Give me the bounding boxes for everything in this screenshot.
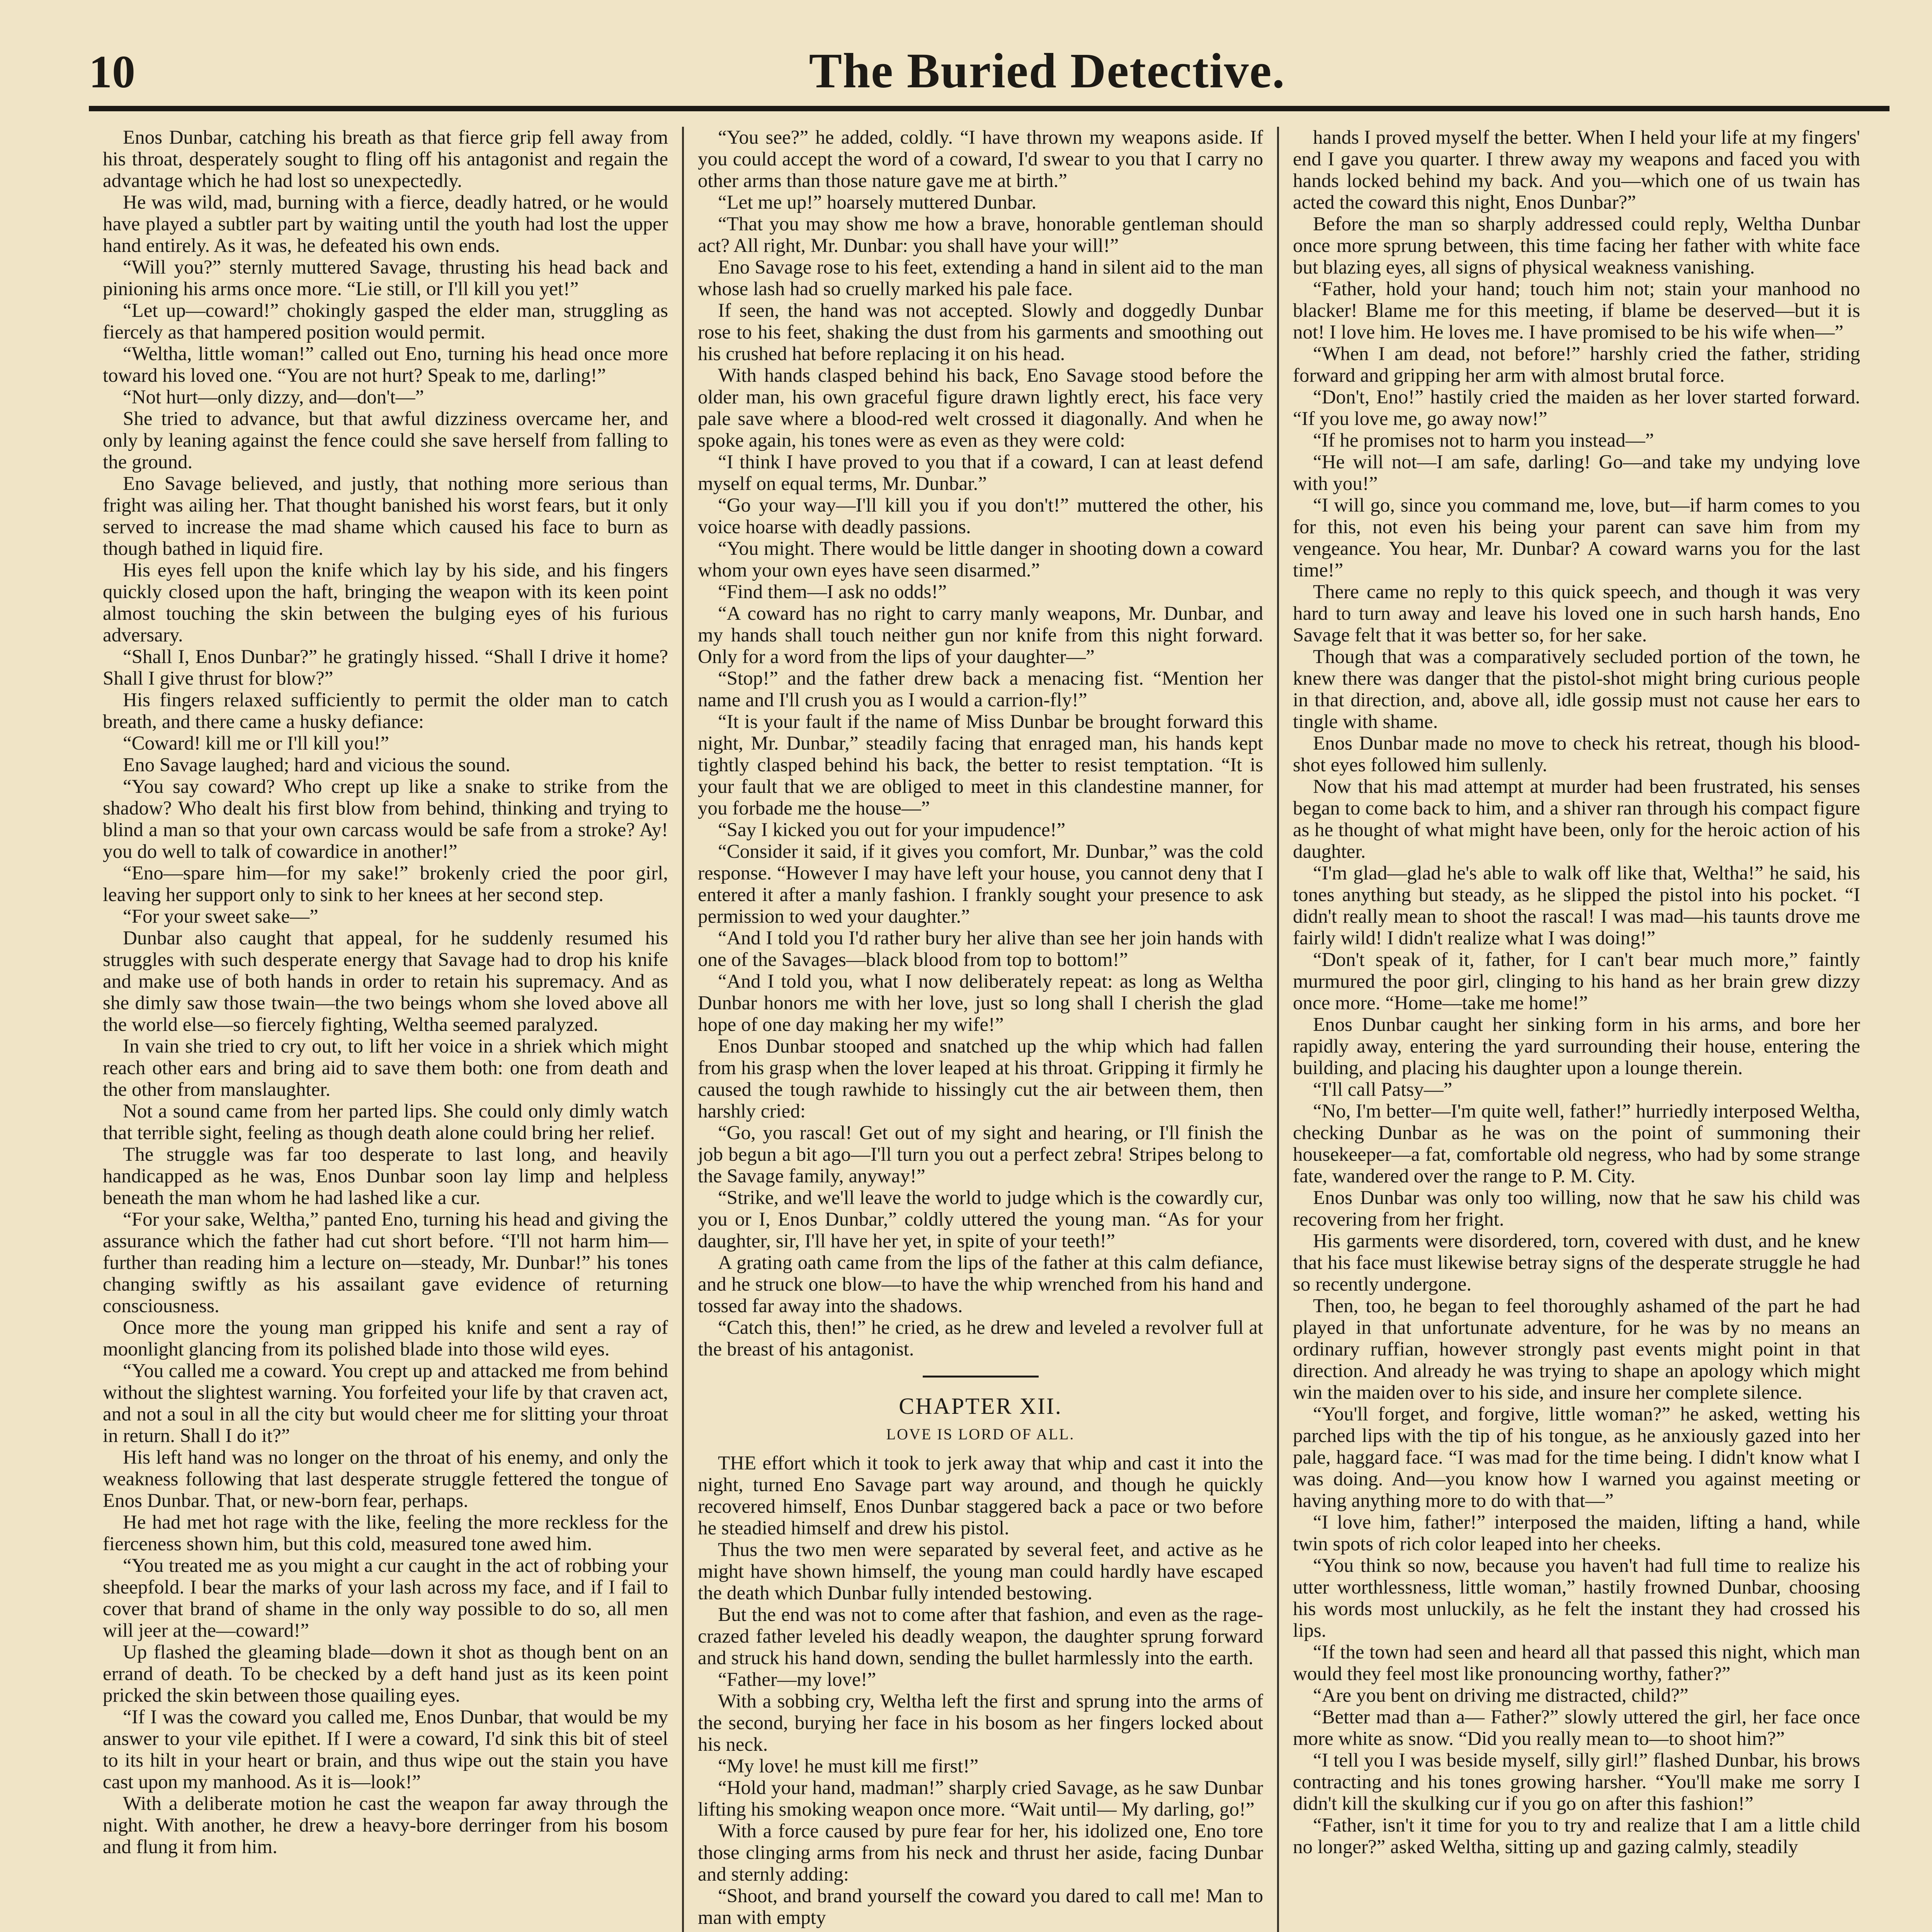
paragraph: “Say I kicked you out for your impudence!” [718, 819, 1066, 841]
paragraph: Though that was a comparatively secluded portion of the town, he knew there was danger that the pistol-shot might bring curious people in that direction, and, above all, idle gossip must not cause her ears to tingle with shame. [1293, 646, 1860, 733]
paragraph: He had met hot rage with the like, feeling the more reckless for the fierceness shown him, but this cold, measured tone awed him. [103, 1512, 668, 1555]
paragraph: “You see?” he added, coldly. “I have thrown my weapons aside. If you could accept the word of a coward, I'd swear to you that I carry no other arms than those nature gave me at birth.” [698, 127, 1263, 192]
paragraph: “Find them—I ask no odds!” [718, 581, 947, 603]
chapter-heading [698, 1376, 1263, 1443]
paragraph: “Go your way—I'll kill you if you don't!” muttered the other, his voice hoarse with deadly passions. [698, 495, 1263, 538]
paragraph: “You say coward? Who crept up like a snake to strike from the shadow? Who dealt his first blow from behind, thinking and trying to blind a man so that your own carcass would be safe from a stroke? Ay! you do well to talk of cowardice in another!” [103, 776, 668, 862]
paragraph: With a force caused by pure fear for her, his idolized one, Eno tore those clinging arms from his neck and thrust her aside, facing Dunbar and sternly adding: [698, 1820, 1263, 1885]
paragraph: “Catch this, then!” he cried, as he drew and leveled a revolver full at the breast of his antagonist. [698, 1317, 1263, 1360]
paragraph: “Eno—spare him—for my sake!” brokenly cried the poor girl, leaving her support only to sink to her knees at her second step. [103, 862, 668, 906]
paragraph: “I tell you I was beside myself, silly girl!” flashed Dunbar, his brows contracting and his tones growing harsher. “You'll make me sorry I didn't kill the skulking cur if you go on after this fashion!” [1293, 1750, 1860, 1815]
paragraph: “Will you?” sternly muttered Savage, thrusting his head back and pinioning his arms once more. “Lie still, or I'll kill you yet!” [103, 257, 668, 300]
paragraph: “I'm glad—glad he's able to walk off like that, Weltha!” he said, his tones anything but steady, as he slipped the pistol into his pocket. “I didn't really mean to shoot the rascal! I was mad—his taunts drove me fairly wild! I didn't realize what I was doing!” [1293, 862, 1860, 949]
paragraph: With a sobbing cry, Weltha left the first and sprung into the arms of the second, burying her face in his bosom as her fingers locked about his neck. [698, 1690, 1263, 1755]
paragraph: His left hand was no longer on the throat of his enemy, and only the weakness following that last desperate struggle fettered the tongue of Enos Dunbar. That, or new-born fear, perhaps. [103, 1447, 668, 1512]
paragraph: “If the town had seen and heard all that passed this night, which man would they feel most like pronouncing worthy, father?” [1293, 1641, 1860, 1685]
paragraph: Thus the two men were separated by several feet, and active as he might have shown himself, the young man could hardly have escaped the death which Dunbar fully intended bestowing. [698, 1539, 1263, 1604]
column-2-text-before [698, 127, 1263, 1360]
paragraph: “That you may show me how a brave, honorable gentleman should act? All right, Mr. Dunbar: you shall have your will!” [698, 213, 1263, 257]
paragraph: “I think I have proved to you that if a coward, I can at least defend myself on equal terms, Mr. Dunbar.” [698, 451, 1263, 495]
paragraph: But the end was not to come after that fashion, and even as the rage-crazed father leveled his deadly weapon, the daughter sprung forward and struck his hand down, sending the bullet harmlessly into the earth. [698, 1604, 1263, 1669]
paragraph: “You might. There would be little danger in shooting down a coward whom your own eyes have seen disarmed.” [698, 538, 1263, 581]
paragraph: Enos Dunbar made no move to check his retreat, though his blood-shot eyes followed him sullenly. [1293, 733, 1860, 776]
paragraph: With hands clasped behind his back, Eno Savage stood before the older man, his own graceful figure drawn lightly erect, his face very pale save where a blood-red welt crossed it diagonally. And when he spoke again, his tones were as even as they were cold: [698, 365, 1263, 451]
paragraph: “No, I'm better—I'm quite well, father!” hurriedly interposed Weltha, checking Dunbar as he was on the point of summoning their housekeeper—a fat, comfortable old negress, who had by some strange fate, wandered over the range to P. M. City. [1293, 1100, 1860, 1187]
paragraph: “Father, isn't it time for you to try and realize that I am a little child no longer?” asked Weltha, sitting up and gazing calmly, steadily [1293, 1815, 1860, 1858]
paragraph: His garments were disordered, torn, covered with dust, and he knew that his face must likewise betray signs of the desperate struggle he had so recently undergone. [1293, 1230, 1860, 1295]
paragraph: “For your sake, Weltha,” panted Eno, turning his head and giving the assurance which the father had cut short before. “I'll not harm him—further than reading him a lecture on—steady, Mr. Dunbar!” his tones changing swiftly as his assailant gave evidence of returning consciousness. [103, 1209, 668, 1317]
paragraph: Once more the young man gripped his knife and sent a ray of moonlight glancing from its polished blade into those wild eyes. [103, 1317, 668, 1360]
chapter-title: CHAPTER XII. [899, 1393, 1062, 1419]
paragraph: “Stop!” and the father drew back a menacing fist. “Mention her name and I'll crush you as I would a carrion-fly!” [698, 668, 1263, 711]
paragraph: Eno Savage laughed; hard and vicious the sound. [123, 754, 510, 776]
column-2 [684, 127, 1279, 1932]
paragraph: Dunbar also caught that appeal, for he suddenly resumed his struggles with such desperate energy that Savage had to drop his knife and make use of both hands in order to retain his supremacy. And as she dimly saw those twain—the two beings whom she loved above all the world else—so fiercely fighting, Weltha seemed paralyzed. [103, 927, 668, 1036]
paragraph: “And I told you I'd rather bury her alive than see her join hands with one of the Savages—black blood from top to bottom!” [698, 927, 1263, 971]
paragraph: “Don't speak of it, father, for I can't bear much more,” faintly murmured the poor girl, clinging to his hand as her brain grew dizzy once more. “Home—take me home!” [1293, 949, 1860, 1014]
paragraph: hands I proved myself the better. When I held your life at my fingers' end I gave you quarter. I threw away my weapons and faced you with hands locked behind my back. And you—which one of us twain has acted the coward this night, Enos Dunbar?” [1293, 127, 1860, 213]
paragraph: “And I told you, what I now deliberately repeat: as long as Weltha Dunbar honors me with her love, just so long shall I cherish the glad hope of one day making her my wife!” [698, 971, 1263, 1036]
paragraph: “Shall I, Enos Dunbar?” he gratingly hissed. “Shall I drive it home? Shall I give thrust for blow?” [103, 646, 668, 689]
paragraph: “Weltha, little woman!” called out Eno, turning his head once more toward his loved one. “You are not hurt? Speak to me, darling!” [103, 343, 668, 386]
paragraph: “If I was the coward you called me, Enos Dunbar, that would be my answer to your vile epithet. If I were a coward, I'd sink this bit of steel to its hilt in your heart or brain, and thus wipe out the stain you have cast upon my manhood. As it is—look!” [103, 1706, 668, 1793]
paragraph: “He will not—I am safe, darling! Go—and take my undying love with you!” [1293, 451, 1860, 495]
paragraph: “I love him, father!” interposed the maiden, lifting a hand, while twin spots of rich color leaped into her cheeks. [1293, 1512, 1860, 1555]
page-header [89, 43, 1889, 111]
paragraph: Eno Savage believed, and justly, that nothing more serious than fright was ailing her. That thought banished his worst fears, but it only served to increase the mad shame which caused his face to burn as though bathed in liquid fire. [103, 473, 668, 560]
paragraph: “Coward! kill me or I'll kill you!” [123, 733, 389, 754]
paragraph: “Better mad than a— Father?” slowly uttered the girl, her face once more white as snow. “Did you really mean to—to shoot him?” [1293, 1706, 1860, 1750]
paragraph: Enos Dunbar, catching his breath as that fierce grip fell away from his throat, desperately sought to fling off his antagonist and regain the advantage which he had lost so unexpectedly. [103, 127, 668, 192]
paragraph: “Go, you rascal! Get out of my sight and hearing, or I'll finish the job begun a bit ago—I'll turn you out a perfect zebra! Stripes belong to the Savage family, anyway!” [698, 1122, 1263, 1187]
text-columns [89, 127, 1889, 1932]
paragraph: “Don't, Eno!” hastily cried the maiden as her lover started forward. “If you love me, go away now!” [1293, 386, 1860, 430]
column-1 [89, 127, 684, 1932]
paragraph: “You think so now, because you haven't had full time to realize his utter worthlessness, little woman,” hastily frowned Dunbar, choosing his words most unluckily, as he felt the instant they had crossed his lips. [1293, 1555, 1860, 1641]
paragraph: If seen, the hand was not accepted. Slowly and doggedly Dunbar rose to his feet, shaking the dust from his garments and smoothing out his crushed hat before replacing it on his head. [698, 300, 1263, 365]
running-title: The Buried Detective. [809, 43, 1286, 98]
paragraph: There came no reply to this quick speech, and though it was very hard to turn away and leave his loved one in such harsh hands, Eno Savage felt that it was better so, for her sake. [1293, 581, 1860, 646]
paragraph: She tried to advance, but that awful dizziness overcame her, and only by leaning against the fence could she save herself from falling to the ground. [103, 408, 668, 473]
paragraph: “When I am dead, not before!” harshly cried the father, striding forward and gripping her arm with almost brutal force. [1293, 343, 1860, 386]
paragraph: “I'll call Patsy—” [1313, 1079, 1452, 1100]
paragraph: “Let up—coward!” chokingly gasped the elder man, struggling as fiercely as that hampered position would permit. [103, 300, 668, 343]
paragraph: “You treated me as you might a cur caught in the act of robbing your sheepfold. I bear the marks of your lash across my face, and if I fail to cover that brand of shame in the only way possible to do so, all men will jeer at the—coward!” [103, 1555, 668, 1641]
paragraph: The struggle was far too desperate to last long, and heavily handicapped as he was, Enos Dunbar soon lay limp and helpless beneath the man whom he had lashed like a cur. [103, 1144, 668, 1209]
paragraph: “Father—my love!” [718, 1669, 876, 1690]
paragraph: A grating oath came from the lips of the father at this calm defiance, and he struck one blow—to have the whip wrenched from his hand and tossed far away into the shadows. [698, 1252, 1263, 1317]
paragraph: “It is your fault if the name of Miss Dunbar be brought forward this night, Mr. Dunbar,” steadily facing that enraged man, his hands kept tightly clasped behind his back, the better to resist temptation. “It is your fault that we are obliged to meet in this clandestine manner, for you forbade me the house—” [698, 711, 1263, 819]
paragraph: “I will go, since you command me, love, but—if harm comes to you for this, not even his being your parent can save him from my vengeance. You hear, Mr. Dunbar? A coward warns you for the last time!” [1293, 495, 1860, 581]
paragraph: Enos Dunbar stooped and snatched up the whip which had fallen from his grasp when the lover leaped at his throat. Gripping it firmly he caused the tough rawhide to hissingly cut the air between them, then harshly cried: [698, 1036, 1263, 1122]
paragraph: Before the man so sharply addressed could reply, Weltha Dunbar once more sprung between, this time facing her father with white face but blazing eyes, all signs of physical weakness vanishing. [1293, 213, 1860, 278]
paragraph: Eno Savage rose to his feet, extending a hand in silent aid to the man whose lash had so cruelly marked his pale face. [698, 257, 1263, 300]
paragraph: “Shoot, and brand yourself the coward you dared to call me! Man to man with empty [698, 1885, 1263, 1929]
chapter-subtitle: LOVE IS LORD OF ALL. [886, 1425, 1075, 1443]
paragraph: With a deliberate motion he cast the weapon far away through the night. With another, he drew a heavy-bore derringer from his bosom and flung it from him. [103, 1793, 668, 1858]
column-2-text-after [698, 1452, 1263, 1929]
paragraph: He was wild, mad, burning with a fierce, deadly hatred, or he would have played a subtler part by waiting until the youth had lost the upper hand entirely. As it was, he defeated his own ends. [103, 192, 668, 257]
chapter-rule [923, 1376, 1039, 1378]
paragraph: Then, too, he began to feel thoroughly ashamed of the part he had played in that unfortunate adventure, for he was by no means an ordinary ruffian, however strongly past events might point in that direction. And already he was trying to shape an apology which might win the maiden over to his side, and insure her complete silence. [1293, 1295, 1860, 1403]
paragraph: “Consider it said, if it gives you comfort, Mr. Dunbar,” was the cold response. “However I may have left your house, you cannot deny that I entered it after a manly fashion. I frankly sought your presence to ask permission to wed your daughter.” [698, 841, 1263, 927]
paragraph: His eyes fell upon the knife which lay by his side, and his fingers quickly closed upon the haft, bringing the weapon with its keen point almost touching the skin between the bulging eyes of his furious adversary. [103, 560, 668, 646]
paragraph: Up flashed the gleaming blade—down it shot as though bent on an errand of death. To be checked by a deft hand just as its keen point pricked the skin between those quailing eyes. [103, 1641, 668, 1706]
paragraph: “Hold your hand, madman!” sharply cried Savage, as he saw Dunbar lifting his smoking weapon once more. “Wait until— My darling, go!” [698, 1777, 1263, 1820]
paragraph: In vain she tried to cry out, to lift her voice in a shriek which might reach other ears and bring aid to save them both: one from death and the other from manslaughter. [103, 1036, 668, 1100]
paragraph: “Not hurt—only dizzy, and—don't—” [123, 386, 424, 408]
paragraph: “If he promises not to harm you instead—” [1313, 430, 1654, 451]
paragraph: Now that his mad attempt at murder had been frustrated, his senses began to come back to him, and a shiver ran through his compact figure as he thought of what might have been, only for the heroic action of his daughter. [1293, 776, 1860, 862]
paragraph: “Let me up!” hoarsely muttered Dunbar. [718, 192, 1037, 213]
paragraph: “My love! he must kill me first!” [718, 1755, 979, 1777]
paragraph: “A coward has no right to carry manly weapons, Mr. Dunbar, and my hands shall touch neither gun nor knife from this night forward. Only for a word from the lips of your daughter—” [698, 603, 1263, 668]
paragraph: “Father, hold your hand; touch him not; stain your manhood no blacker! Blame me for this meeting, if blame be deserved—but it is not! I love him. He loves me. I have promised to be his wife when—” [1293, 278, 1860, 343]
paragraph: “Strike, and we'll leave the world to judge which is the cowardly cur, you or I, Enos Dunbar,” coldly uttered the young man. “As for your daughter, sir, I'll have her yet, in spite of your teeth!” [698, 1187, 1263, 1252]
paragraph: His fingers relaxed sufficiently to permit the older man to catch breath, and there came a husky defiance: [103, 689, 668, 733]
column-3 [1279, 127, 1874, 1932]
page-number: 10 [89, 46, 135, 97]
paragraph: Enos Dunbar caught her sinking form in his arms, and bore her rapidly away, entering the yard surrounding their house, entering the building, and placing his daughter upon a lounge therein. [1293, 1014, 1860, 1079]
paragraph: Not a sound came from her parted lips. She could only dimly watch that terrible sight, feeling as though death alone could bring her relief. [103, 1100, 668, 1144]
paragraph: “For your sweet sake—” [123, 906, 318, 927]
paragraph: “You'll forget, and forgive, little woman?” he asked, wetting his parched lips with the tip of his tongue, as he anxiously gazed into her pale, haggard face. “I was mad for the time being. I didn't know what I was doing. And—you know how I warned you against meeting or having anything more to do with that—” [1293, 1403, 1860, 1512]
paragraph: “Are you bent on driving me distracted, child?” [1313, 1685, 1689, 1706]
paragraph: THE effort which it took to jerk away that whip and cast it into the night, turned Eno Savage part way around, and though he quickly recovered himself, Enos Dunbar staggered back a pace or two before he steadied himself and drew his pistol. [698, 1452, 1263, 1539]
paragraph: “You called me a coward. You crept up and attacked me from behind without the slightest warning. You forfeited your life by that craven act, and not a soul in all the city but would cheer me for slitting your throat in return. Shall I do it?” [103, 1360, 668, 1447]
paragraph: Enos Dunbar was only too willing, now that he saw his child was recovering from her fright. [1293, 1187, 1860, 1230]
